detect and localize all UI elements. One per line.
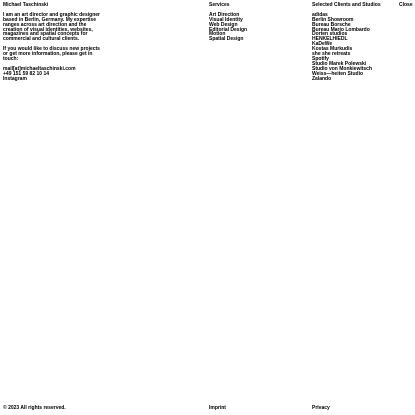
client-item: Dorten studios: [312, 31, 348, 38]
services-list: [209, 13, 299, 42]
services-column: [209, 3, 299, 42]
client-item: Spotify: [312, 55, 329, 62]
client-item: Studio von Monkiewitsch: [312, 65, 373, 72]
client-item: Weiss—heiten Studio: [312, 70, 364, 77]
client-item: adidas: [312, 11, 328, 18]
copyright-text: © 2023 All rights reserved.: [3, 405, 66, 411]
author-name: Michael Taschinski: [3, 2, 49, 8]
service-item: Visual Identity: [209, 16, 243, 23]
service-item: Art Direction: [209, 11, 240, 18]
client-item: she she retreats: [312, 51, 351, 58]
client-item: Zalando: [312, 75, 332, 82]
clients-column: [312, 3, 402, 81]
client-item: Berlin Showroom: [312, 16, 354, 23]
clients-list: [312, 13, 402, 82]
instagram-link[interactable]: Instagram: [3, 75, 27, 82]
service-item: Web Design: [209, 21, 238, 28]
client-item: Studio Marek Polewski: [312, 60, 367, 67]
service-item: Editorial Design: [209, 26, 248, 33]
close-button[interactable]: Close: [399, 2, 413, 8]
phone-link[interactable]: +49 151 59 82 10 14: [3, 70, 50, 77]
email-link[interactable]: mail[at]michaeltaschinski.com: [3, 65, 76, 72]
client-item: Bureau Mario Lombardo: [312, 26, 370, 33]
service-item: Motion: [209, 31, 226, 38]
client-item: KaDeWe: [312, 41, 333, 48]
contact-prompt: If you would like to discuss new projects or get more information, please get in touch:: [3, 46, 100, 62]
client-item: Kostas Murkudis: [312, 46, 353, 53]
client-item: HENKELHIEDL: [312, 36, 348, 43]
close-column: [399, 3, 415, 8]
imprint-link[interactable]: Imprint: [209, 405, 226, 411]
services-heading: Services: [209, 2, 230, 8]
service-item: Spatial Design: [209, 36, 244, 43]
client-item: Bureau Borsche: [312, 21, 351, 28]
bio-text: I am an art director and graphic designer based in Berlin, Germany. My expertise ranges across art direction and the creation of visual identities, websites, magazines and spatial concepts for commercial and cultural clients.: [3, 11, 100, 43]
about-column: [3, 3, 103, 81]
privacy-link[interactable]: Privacy: [312, 405, 330, 411]
clients-heading: Selected Clients and Studios: [312, 2, 381, 8]
